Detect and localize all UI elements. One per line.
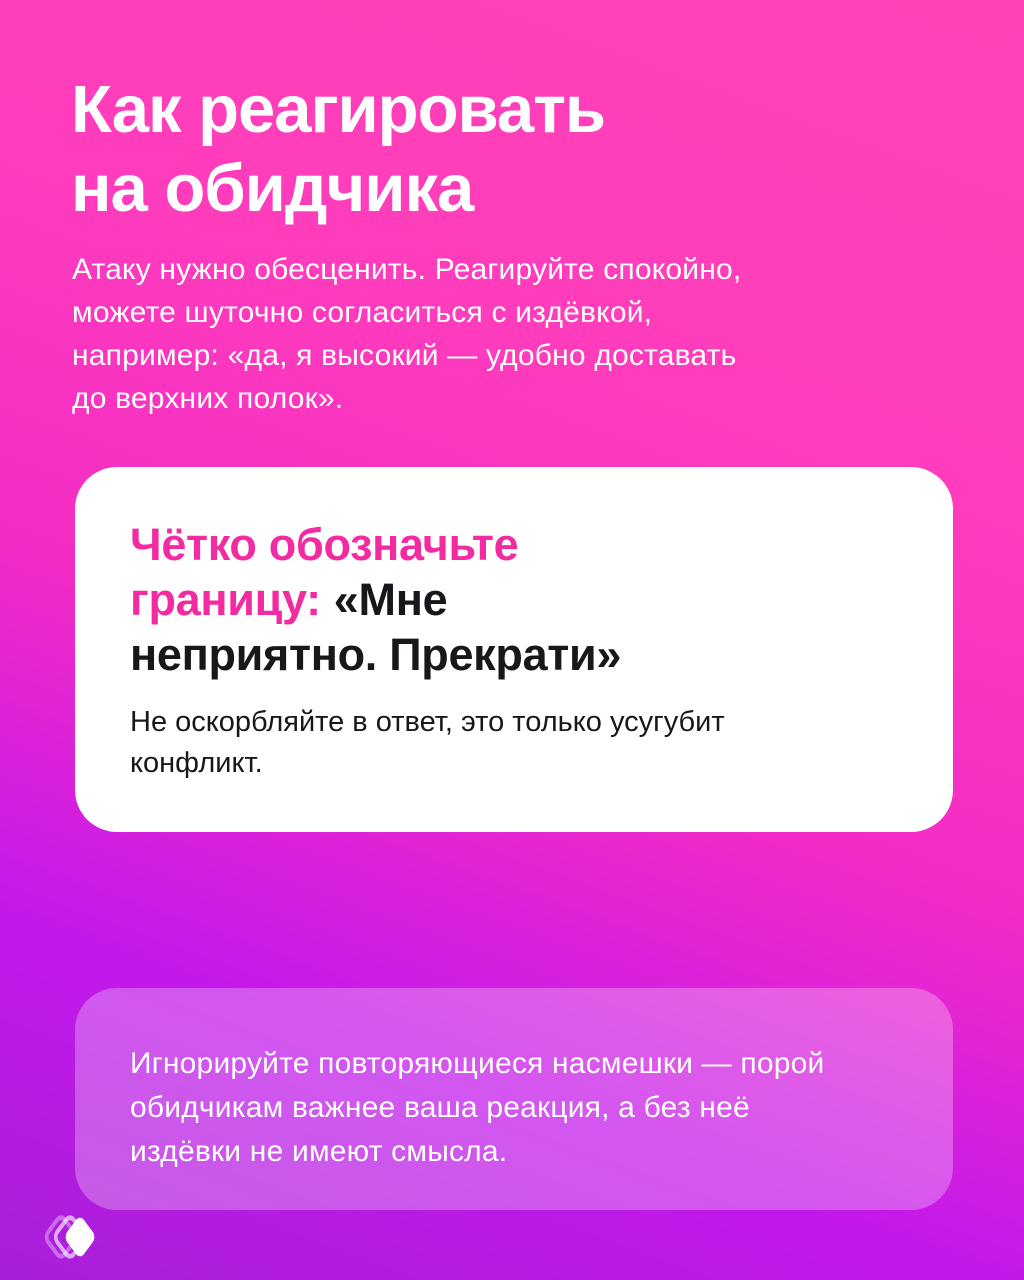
tip-card [75,988,953,1210]
tip-line: издёвки не имеют смысла. [130,1135,508,1168]
intro-line: можете шуточно согласиться с издёвкой, [72,296,653,329]
intro-text [72,248,741,420]
heading-accent-text: границу: [130,574,321,625]
title-line: Как реагировать [71,72,606,147]
tip-line: обидчикам важнее ваша реакция, а без неё [130,1091,750,1124]
intro-line: например: «да, я высокий — удобно доставать [72,339,737,372]
tip-card-text [130,1042,898,1174]
tip-line: Игнорируйте повторяющиеся насмешки — порой [130,1047,825,1080]
heading-quote-text: «Мне [333,574,448,625]
heading-quote-text: неприятно. Прекрати» [130,629,622,680]
heading-accent-text: Чётко обозначьте [130,519,519,570]
heading-line [130,572,898,627]
intro-line: Атаку нужно обесценить. Реагируйте спокойно, [72,253,742,286]
boundary-card-heading [130,517,898,682]
intro-line: до верхних полок». [72,382,344,415]
body-line: конфликт. [130,747,263,779]
boundary-card [75,467,953,832]
title-line: на обидчика [71,151,474,226]
page-title [71,70,605,228]
heading-line [130,517,898,572]
brand-logo [40,1207,104,1267]
boundary-card-body [130,702,898,784]
diamond-echo-logo-icon [40,1207,104,1267]
heading-line [130,627,898,682]
body-line: Не оскорбляйте в ответ, это только усугубит [130,706,725,738]
